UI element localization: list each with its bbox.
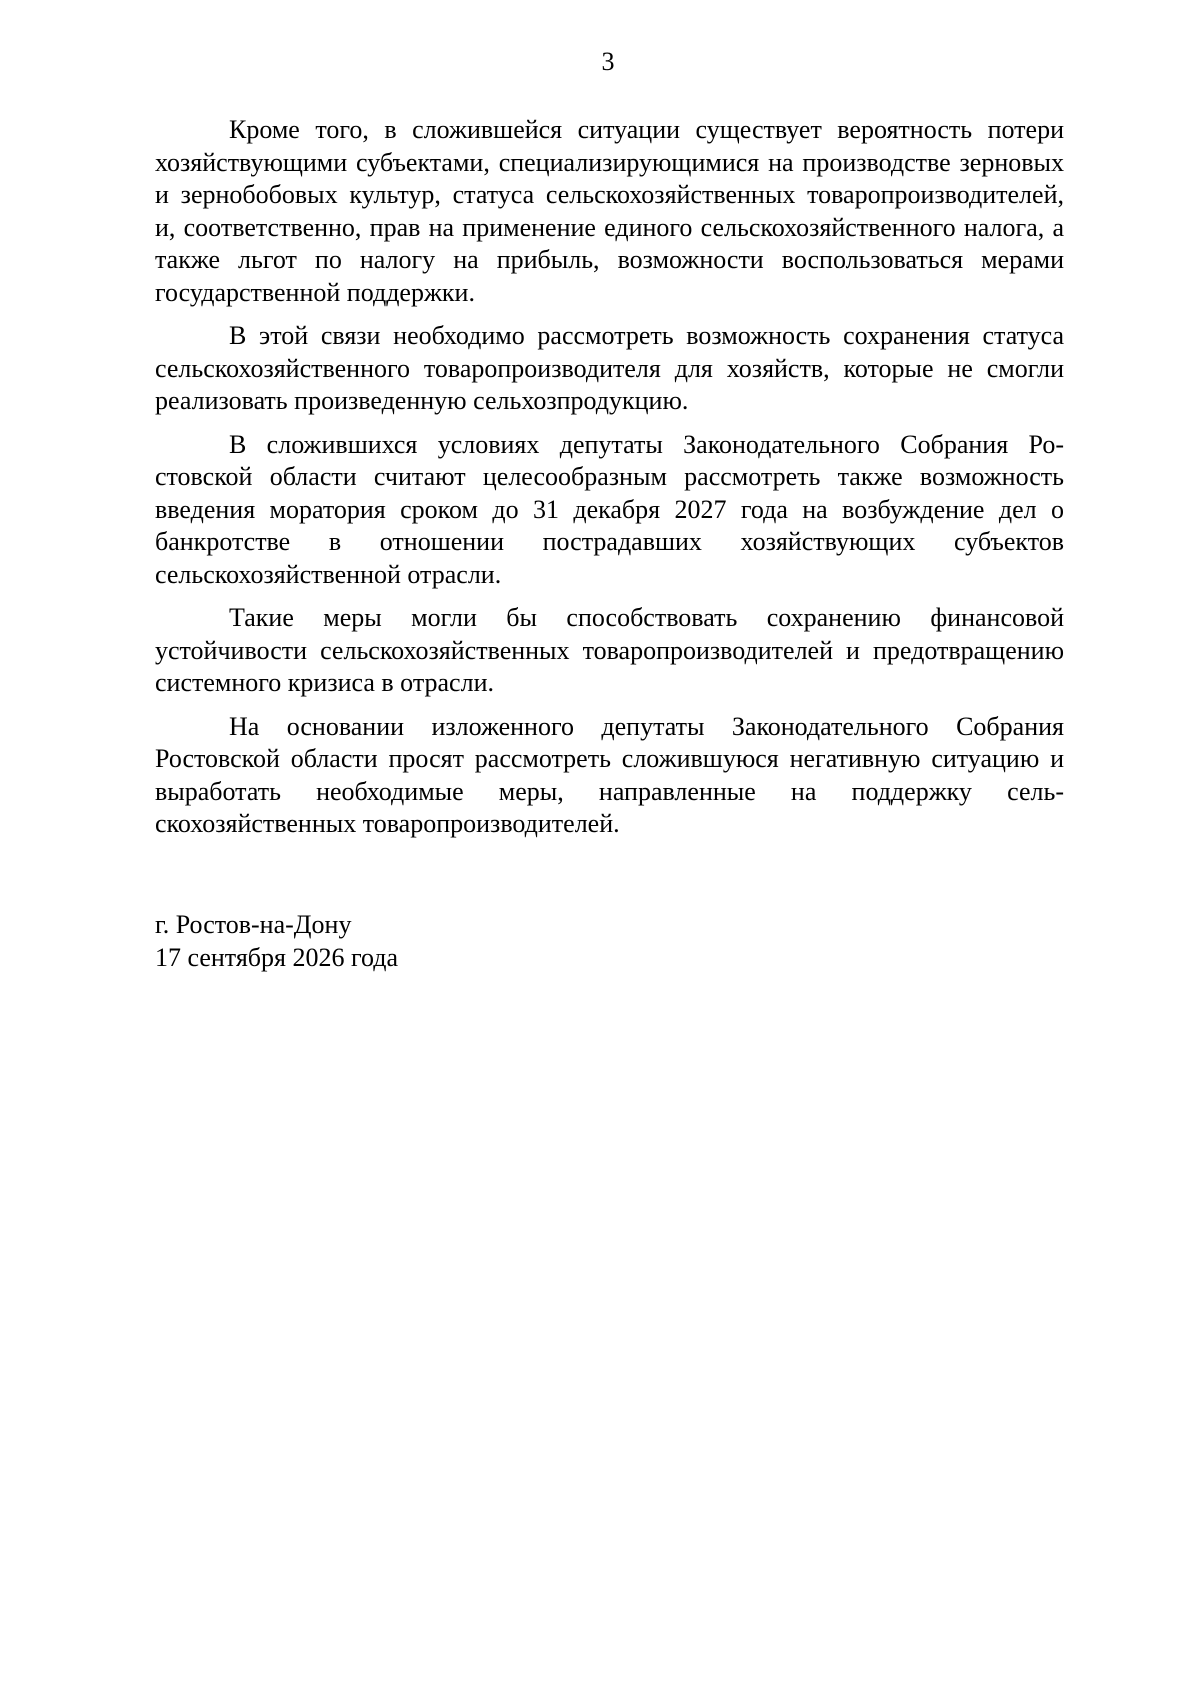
page-number: 3: [601, 47, 615, 76]
paragraph-request: На основании изложенного депутаты Законодательного Собрания Ростовской области просят рассмотреть сложившуюся негативную ситуацию и выработать необходимые меры, направленные на поддержку сельскохозяйственных товаропроизводителей.: [155, 711, 1064, 838]
paragraph-measures-effect: Такие меры могли бы способствовать сохранению финансовой устойчивости сельскохозяйственных товаропроизводителей и предотвращению системного кризиса в отрасли.: [155, 603, 1064, 697]
place-and-date: [155, 909, 755, 974]
date-line: 17 сентября 2026 года: [155, 942, 399, 972]
paragraph-bankruptcy-moratorium: В сложившихся условиях депутаты Законодательного Собрания Ростовской области считают целесообразным рассмотреть также возможность введения моратория сроком до 31 декабря 2027 года на возбуждение дел о банкротстве в отношении пострадавших хозяйствующих субъектов сельскохозяйственной отрасли.: [155, 429, 1064, 589]
document-body: [155, 114, 1064, 852]
place-line: г. Ростов-на-Дону: [155, 910, 352, 939]
paragraph-status-loss: Кроме того, в сложившейся ситуации существует вероятность потери хозяйствующими субъектами, специализирующимися на производстве зерновых и зернобобовых культур, статуса сельскохозяйственных товаропроизводителей, и, соответственно, прав на применение единого сельскохозяйственного налога, а также льгот по налогу на прибыль, возможности воспользоваться мерами государственной поддержки.: [155, 115, 1064, 307]
paragraph-status-preservation: В этой связи необходимо рассмотреть возможность сохранения статуса сельскохозяйственного товаропроизводителя для хозяйств, которые не смогли реализовать произведенную сельхозпродукцию.: [155, 321, 1064, 415]
